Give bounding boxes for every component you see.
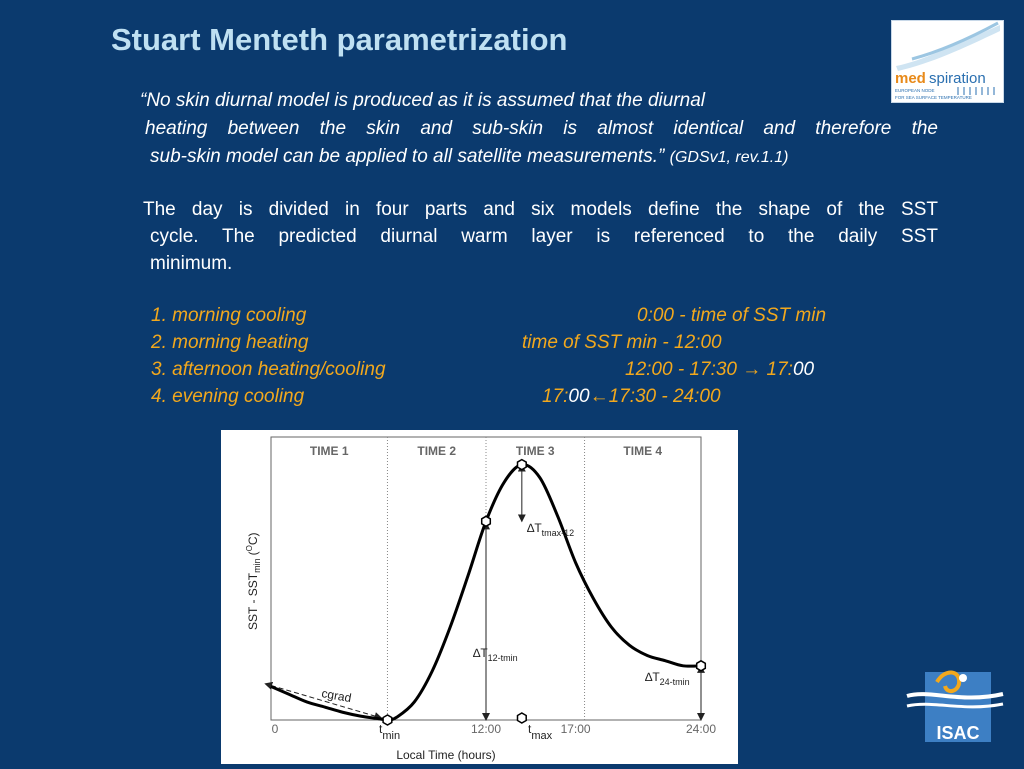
list-item-3-range-a: 12:00 - 17:30 [625,359,737,380]
list-item-4 [151,386,911,410]
arrow-left-icon: ← [589,386,609,407]
arrow-right-icon: → [742,359,762,380]
isac-logo-graphic [905,664,1005,744]
list-item-1-range: 0:00 - time of SST min [637,305,827,326]
paragraph-line-1: The day is divided in four parts and six models define the shape of the SST [143,199,938,220]
y-axis-label-unit-end: C) [246,532,260,546]
tmax-axis-marker [518,713,527,723]
medspiration-tagline-2: FOR SEA SURFACE TEMPERATURE [895,95,972,100]
list-item-4-range-b: 00 [568,386,590,407]
medspiration-spiration-text: spiration [929,70,986,87]
period-label-4: TIME 4 [623,444,663,458]
data-point-marker-3 [518,460,527,470]
x-tick-label-1: 0 [271,722,279,736]
delta-t-tmax-12-label: $\Delta T_{tmax-12}$ [527,521,575,538]
y-axis-label-unit: ( [246,551,260,556]
quote-line-3: sub-skin model can be applied to all satellite measurements.” [150,146,665,167]
isac-logo [905,664,1005,744]
list-item-4-range-a: 17: [542,386,569,407]
isac-logo-text: ISAC [936,723,980,743]
medspiration-med-text: med [895,70,926,87]
list-item-3-label: 3. afternoon heating/cooling [151,359,386,380]
sst-diurnal-chart-svg [221,430,738,764]
period-label-3: TIME 3 [515,444,555,458]
period-label-1: TIME 1 [309,444,349,458]
quote-line-2: heating between the skin and sub-skin is almost identical and therefore the [145,118,938,139]
tmax-label: tmax [528,722,553,742]
data-point-marker-4 [697,661,706,671]
paragraph-line-2: cycle. The predicted diurnal warm layer is referenced to the daily SST [150,226,938,247]
period-label-2: TIME 2 [417,444,457,458]
list-item-4-label: 4. evening cooling [151,386,305,407]
list-item-3-range-c: 00 [792,359,815,380]
x-tick-label-2: 12:00 [470,722,502,736]
list-item-3 [151,359,911,383]
tmin-label: tmin [379,722,401,742]
paragraph-line-3: minimum. [150,253,233,274]
data-point-marker-1 [383,715,392,725]
list-item-4-range-c: 17:30 - 24:00 [608,386,721,407]
data-point-marker-2 [482,516,491,526]
list-item-2-range: time of SST min - 12:00 [522,332,722,353]
quote-reference: (GDSv1, rev.1.1) [669,149,789,166]
y-axis-label-main: SST - SST [246,572,260,630]
x-axis-label: Local Time (hours) [396,748,496,762]
quote-line-1: “No skin diurnal model is produced as it is assumed that the diurnal [140,90,706,111]
list-item-3-range [625,359,814,381]
list-item-2-label: 2. morning heating [151,332,309,353]
delta-t-12-tmin-label: $\Delta T_{12-tmin}$ [473,646,518,663]
list-item-2 [151,332,911,356]
y-axis-label-sub: min [252,558,262,573]
list-item-1 [151,305,911,329]
x-tick-label-3: 17:00 [560,722,591,736]
x-tick-label-4: 24:00 [685,722,717,736]
list-item-3-range-b: 17: [766,359,793,380]
quote-line-3-container [150,146,940,168]
y-axis-label-unit-sup: O [245,545,254,552]
cgrad-label: cgrad [320,686,353,706]
y-axis-label [245,532,262,630]
list-item-1-label: 1. morning cooling [151,305,307,326]
list-item-4-range [542,386,721,408]
medspiration-tagline-1: EUROPEAN NODE [895,88,935,93]
sst-diurnal-chart [221,430,738,764]
slide-title: Stuart Menteth parametrization [111,22,568,57]
delta-t-24-tmin-label: $\Delta T_{24-tmin}$ [645,670,690,687]
